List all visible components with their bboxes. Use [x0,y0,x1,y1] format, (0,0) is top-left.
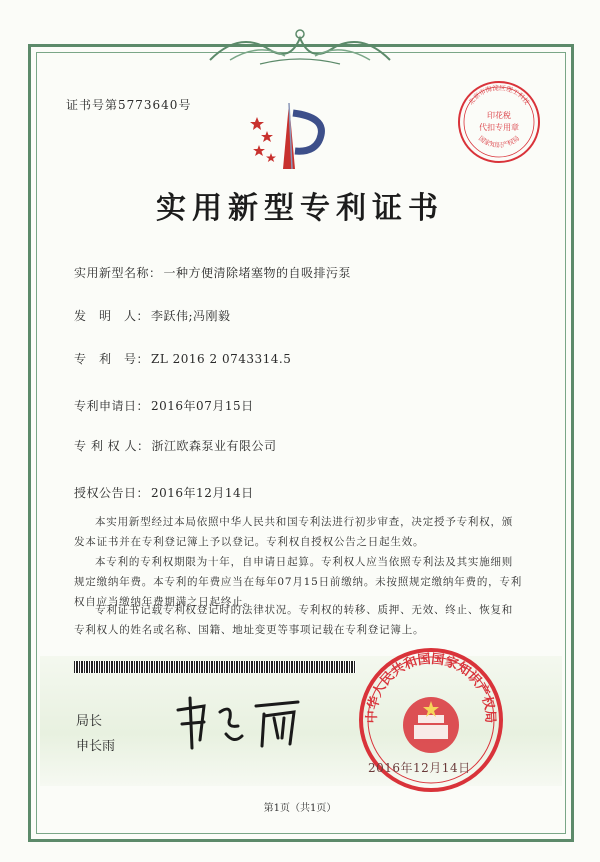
field-label: 专利申请日： [74,399,150,413]
field-value: 一种方便清除堵塞物的自吸排污泵 [163,266,352,280]
handwritten-signature [170,688,310,760]
field-value: 2016年07月15日 [151,399,254,413]
field-patent-no [74,350,291,367]
field-label: 发 明 人： [74,309,150,323]
ornament-icon [200,20,400,68]
seal-date: 2016年12月14日 [368,761,471,775]
field-label: 专 利 权 人： [74,439,150,453]
field-inventor [74,307,231,324]
field-label: 实用新型名称： [74,266,162,280]
svg-text:北京市海淀区理工科技: 北京市海淀区理工科技 [466,83,532,107]
field-model-name [74,264,351,281]
body-paragraph-1: 本实用新型经过本局依照中华人民共和国专利法进行初步审查，决定授予专利权，颁发本证书并在专利登记簿上予以登记。专利权自授权公告之日起生效。 [74,516,514,548]
field-label: 授权公告日： [74,486,150,500]
signatory-name: 申长雨 [76,739,116,754]
field-patentee [74,437,276,454]
svg-text:国家知识产权局: 国家知识产权局 [476,134,522,150]
barcode [74,661,356,673]
signatory-title: 局长 [76,714,103,729]
body-paragraph-3: 专利证书记载专利权登记时的法律状况。专利权的转移、质押、无效、终止、恢复和专利权人的姓名或名称、国籍、地址变更等事项记载在专利登记簿上。 [74,604,514,636]
field-value: ZL 2016 2 0743314.5 [151,352,292,366]
field-value: 2016年12月14日 [151,486,254,500]
tax-stamp-inner-text-1: 印花税 [487,111,511,120]
page-number: 第1页（共1页） [263,803,337,814]
field-filing-date [74,397,254,414]
certificate-title: 实用新型专利证书 [156,191,444,226]
body-paragraph-2: 本专利的专利权期限为十年，自申请日起算。专利权人应当依照专利法及其实施细则规定缴纳年费。本专利的年费应当在每年07月15日前缴纳。未按照规定缴纳年费的，专利权自应当缴纳年费期满之日起终止。 [74,556,523,608]
field-value: 李跃伟;冯刚毅 [151,309,231,323]
cnipa-logo-icon [243,95,333,175]
svg-text:中华人民共和国国家知识产权局: 中华人民共和国国家知识产权局 [364,651,498,724]
field-grant-date [74,484,254,501]
field-label: 专 利 号： [74,352,150,366]
field-value: 浙江欧森泵业有限公司 [151,439,277,453]
tax-stamp-inner-text-2: 代扣专用章 [479,123,519,132]
certificate-number: 证书号第5773640号 [66,98,192,112]
tax-stamp-icon [455,78,543,166]
